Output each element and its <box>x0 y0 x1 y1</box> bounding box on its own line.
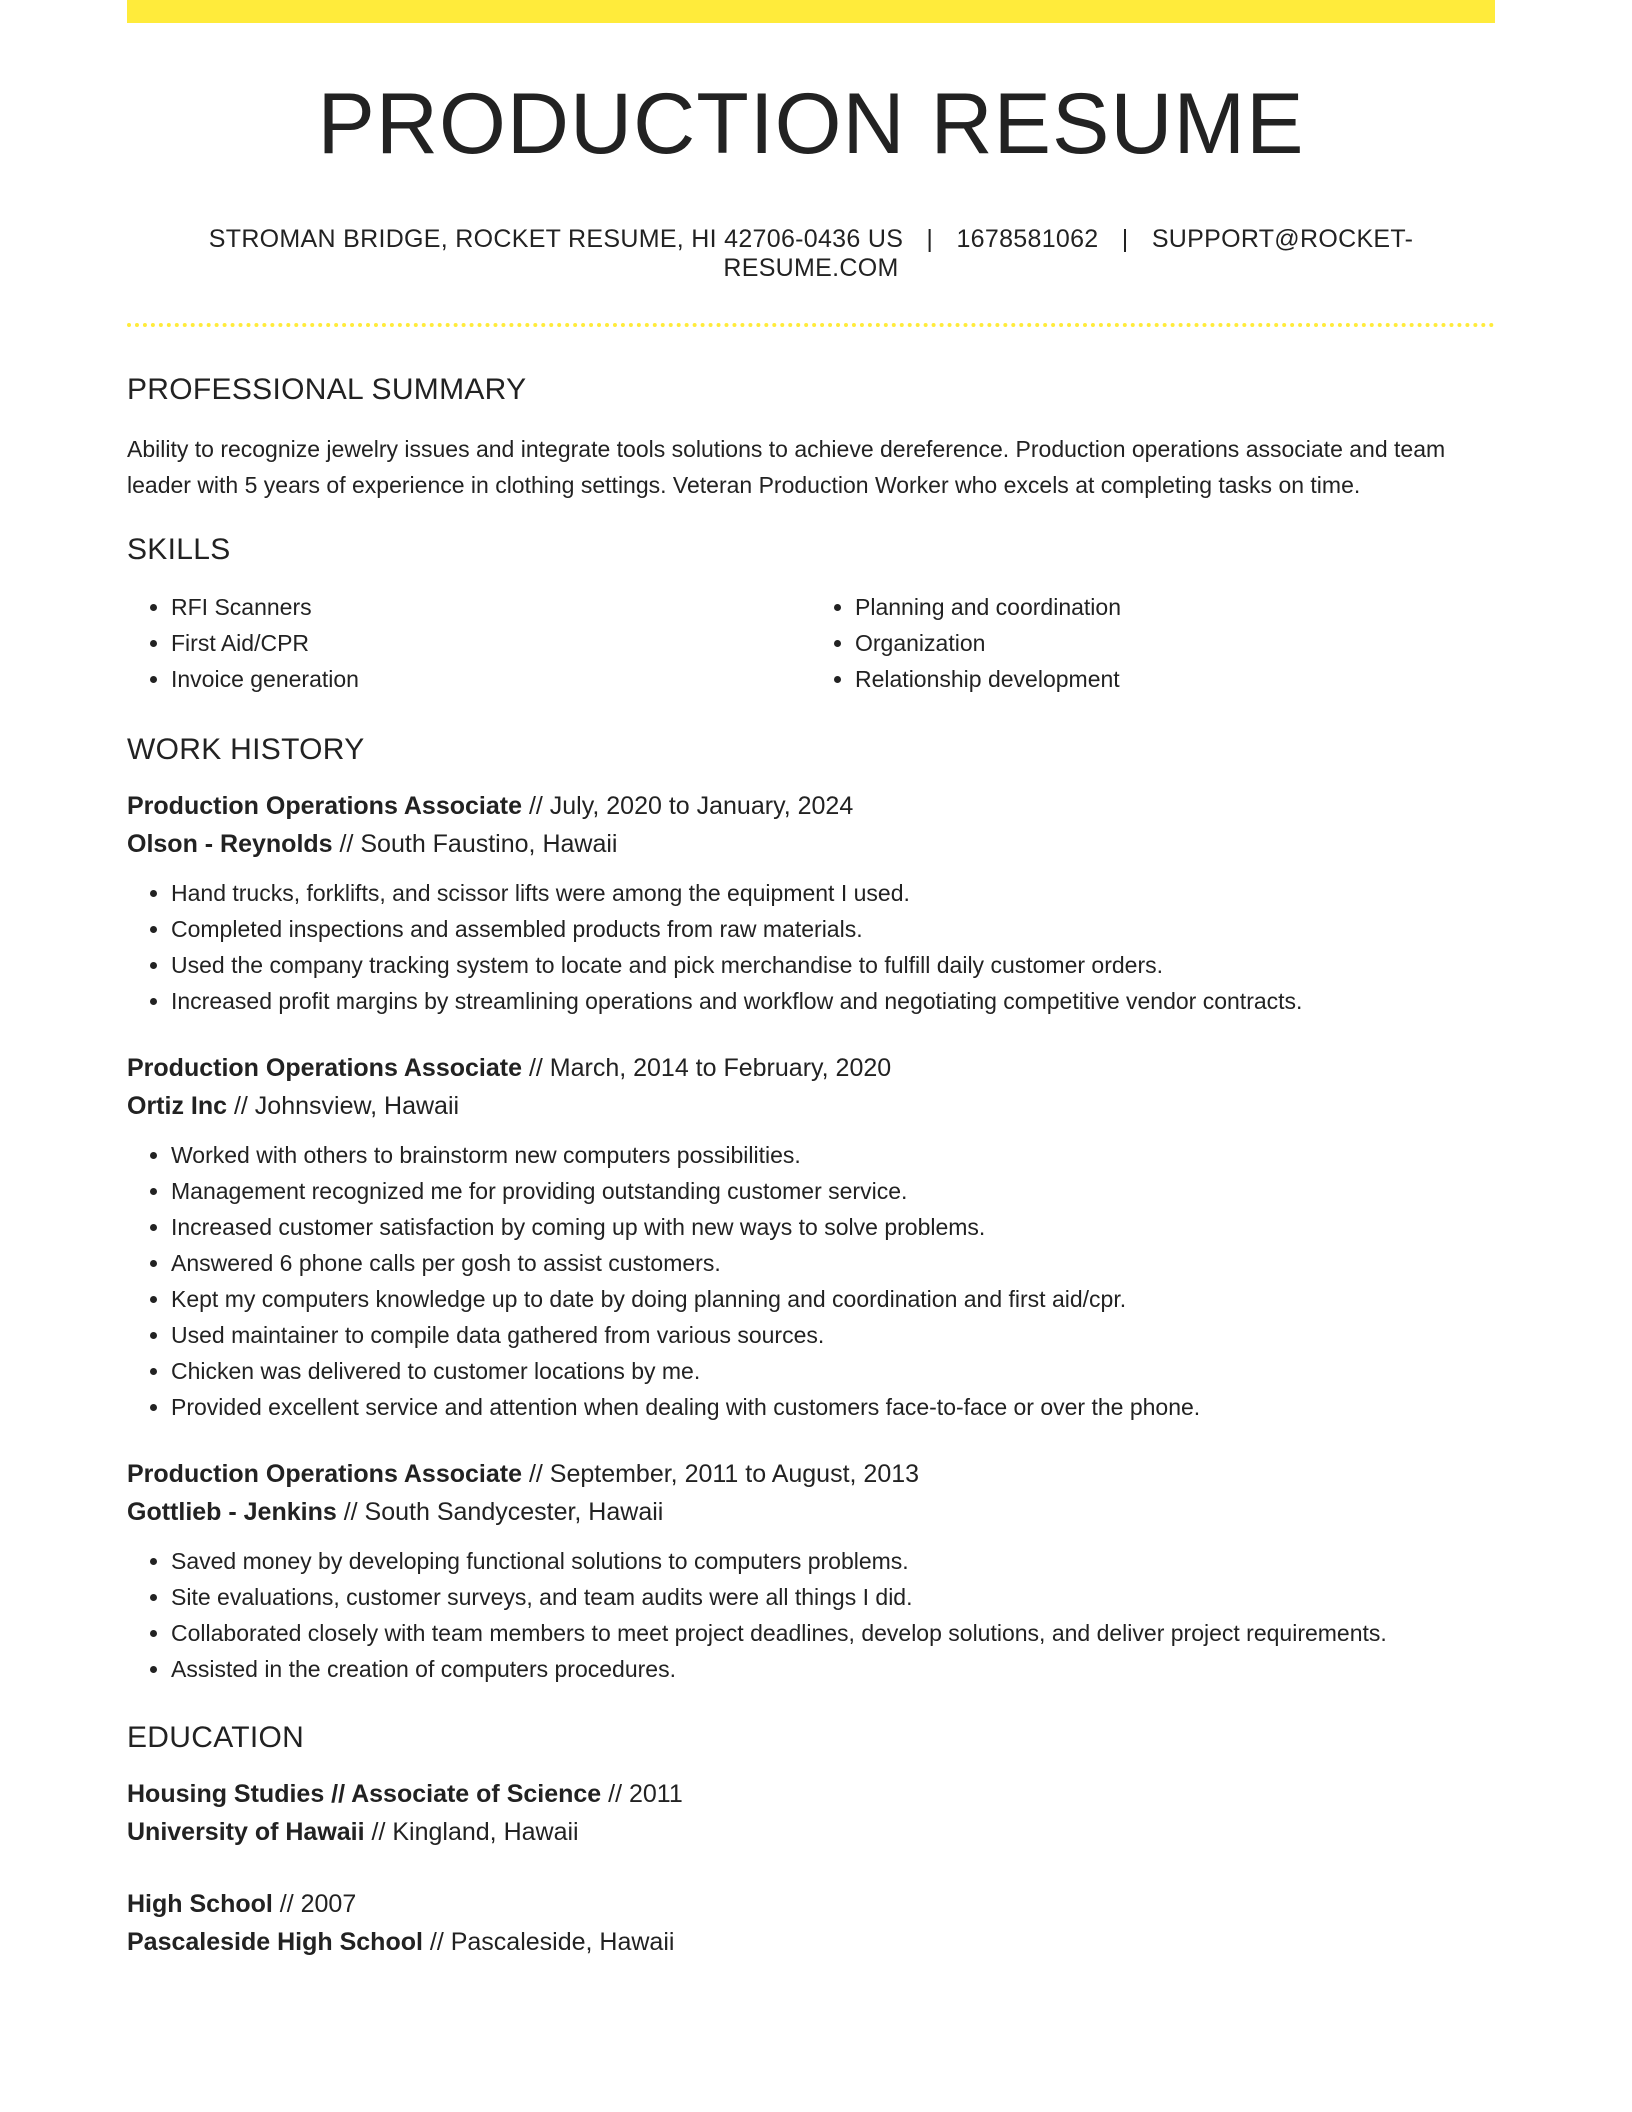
skills-list <box>127 589 1495 697</box>
education-entry <box>127 1885 1495 1961</box>
job-dates: // July, 2020 to January, 2024 <box>528 792 854 820</box>
education-degree-line <box>127 1885 1495 1923</box>
job-title-line <box>127 1049 1495 1087</box>
job-title: Production Operations Associate <box>127 1460 522 1488</box>
education-school-line <box>127 1813 1495 1851</box>
education-school: University of Hawaii <box>127 1818 365 1846</box>
job-bullet: • Provided excellent service and attention when dealing with customers face-to-face or over the phone. <box>171 1389 1495 1425</box>
job-bullet: • Management recognized me for providing outstanding customer service. <box>171 1173 1495 1209</box>
skill-item: • Planning and coordination <box>855 589 1495 625</box>
job-bullet: • Used the company tracking system to locate and pick merchandise to fulfill daily customer orders. <box>171 947 1495 983</box>
skills-column-left <box>127 589 811 697</box>
job-bullet: • Increased profit margins by streamlining operations and workflow and negotiating competitive vendor contracts. <box>171 983 1495 1019</box>
contact-phone: 1678581062 <box>956 225 1099 253</box>
contact-separator: | <box>926 225 934 253</box>
job-title: Production Operations Associate <box>127 1054 522 1082</box>
job-bullet: • Used maintainer to compile data gathered from various sources. <box>171 1317 1495 1353</box>
job-company: Ortiz Inc <box>127 1092 228 1120</box>
job-bullets <box>127 1543 1495 1687</box>
job-dates: // September, 2011 to August, 2013 <box>528 1460 920 1488</box>
job-bullet: • Answered 6 phone calls per gosh to assist customers. <box>171 1245 1495 1281</box>
skill-item: • First Aid/CPR <box>171 625 811 661</box>
job-company-line <box>127 1087 1495 1125</box>
job-dates: // March, 2014 to February, 2020 <box>528 1054 892 1082</box>
skill-item: • Relationship development <box>855 661 1495 697</box>
contact-email: SUPPORT@ROCKET-RESUME.COM <box>723 225 1414 282</box>
education-degree-line <box>127 1775 1495 1813</box>
section-title-education: EDUCATION <box>127 1721 305 1754</box>
education-degree: Housing Studies // Associate of Science <box>127 1780 602 1808</box>
job-bullet: • Chicken was delivered to customer locations by me. <box>171 1353 1495 1389</box>
education-location: // Pascaleside, Hawaii <box>429 1928 675 1956</box>
job-bullet: • Site evaluations, customer surveys, and team audits were all things I did. <box>171 1579 1495 1615</box>
job-bullet: • Increased customer satisfaction by coming up with new ways to solve problems. <box>171 1209 1495 1245</box>
education-degree: High School <box>127 1890 273 1918</box>
contact-line <box>127 225 1495 283</box>
job-entry <box>127 787 1495 1019</box>
job-bullet: • Collaborated closely with team members to meet project deadlines, develop solutions, and deliver project requirements. <box>171 1615 1495 1651</box>
resume-title: PRODUCTION RESUME <box>317 76 1305 172</box>
education-school: Pascaleside High School <box>127 1928 423 1956</box>
job-company: Gottlieb - Jenkins <box>127 1498 337 1526</box>
job-company-line <box>127 825 1495 863</box>
job-bullet: • Hand trucks, forklifts, and scissor lifts were among the equipment I used. <box>171 875 1495 911</box>
education-year: // 2007 <box>279 1890 357 1918</box>
job-location: // Johnsview, Hawaii <box>233 1092 460 1120</box>
job-entry <box>127 1049 1495 1425</box>
job-bullet: • Worked with others to brainstorm new computers possibilities. <box>171 1137 1495 1173</box>
job-company: Olson - Reynolds <box>127 830 333 858</box>
top-accent-bar <box>127 0 1495 23</box>
summary-text: Ability to recognize jewelry issues and integrate tools solutions to achieve dereference. Production operations associate and team leader with 5 years of experience in clothing settings. Veteran Production Worker who excels at completing tasks on time. <box>127 436 1446 498</box>
job-bullets <box>127 1137 1495 1425</box>
job-bullets <box>127 875 1495 1019</box>
job-location: // South Sandycester, Hawaii <box>343 1498 664 1526</box>
resume-page <box>127 0 1495 1961</box>
skill-item: • Organization <box>855 625 1495 661</box>
section-title-work-history: WORK HISTORY <box>127 733 365 766</box>
job-bullet: • Completed inspections and assembled products from raw materials. <box>171 911 1495 947</box>
contact-separator: | <box>1121 225 1129 253</box>
skills-column-right <box>811 589 1495 697</box>
education-location: // Kingland, Hawaii <box>371 1818 579 1846</box>
section-title-skills: SKILLS <box>127 533 231 566</box>
job-bullet: • Kept my computers knowledge up to date by doing planning and coordination and first aid/cpr. <box>171 1281 1495 1317</box>
section-title-summary: PROFESSIONAL SUMMARY <box>127 373 527 406</box>
job-bullet: • Assisted in the creation of computers procedures. <box>171 1651 1495 1687</box>
education-entry <box>127 1775 1495 1851</box>
job-title: Production Operations Associate <box>127 792 522 820</box>
job-title-line <box>127 787 1495 825</box>
job-company-line <box>127 1493 1495 1531</box>
education-year: // 2011 <box>608 1780 683 1808</box>
skill-item: • Invoice generation <box>171 661 811 697</box>
job-bullet: • Saved money by developing functional solutions to computers problems. <box>171 1543 1495 1579</box>
job-location: // South Faustino, Hawaii <box>339 830 618 858</box>
contact-address: STROMAN BRIDGE, ROCKET RESUME, HI 42706-0436 US <box>208 225 904 253</box>
job-title-line <box>127 1455 1495 1493</box>
dotted-divider <box>127 323 1495 327</box>
skill-item: • RFI Scanners <box>171 589 811 625</box>
job-entry <box>127 1455 1495 1687</box>
education-school-line <box>127 1923 1495 1961</box>
